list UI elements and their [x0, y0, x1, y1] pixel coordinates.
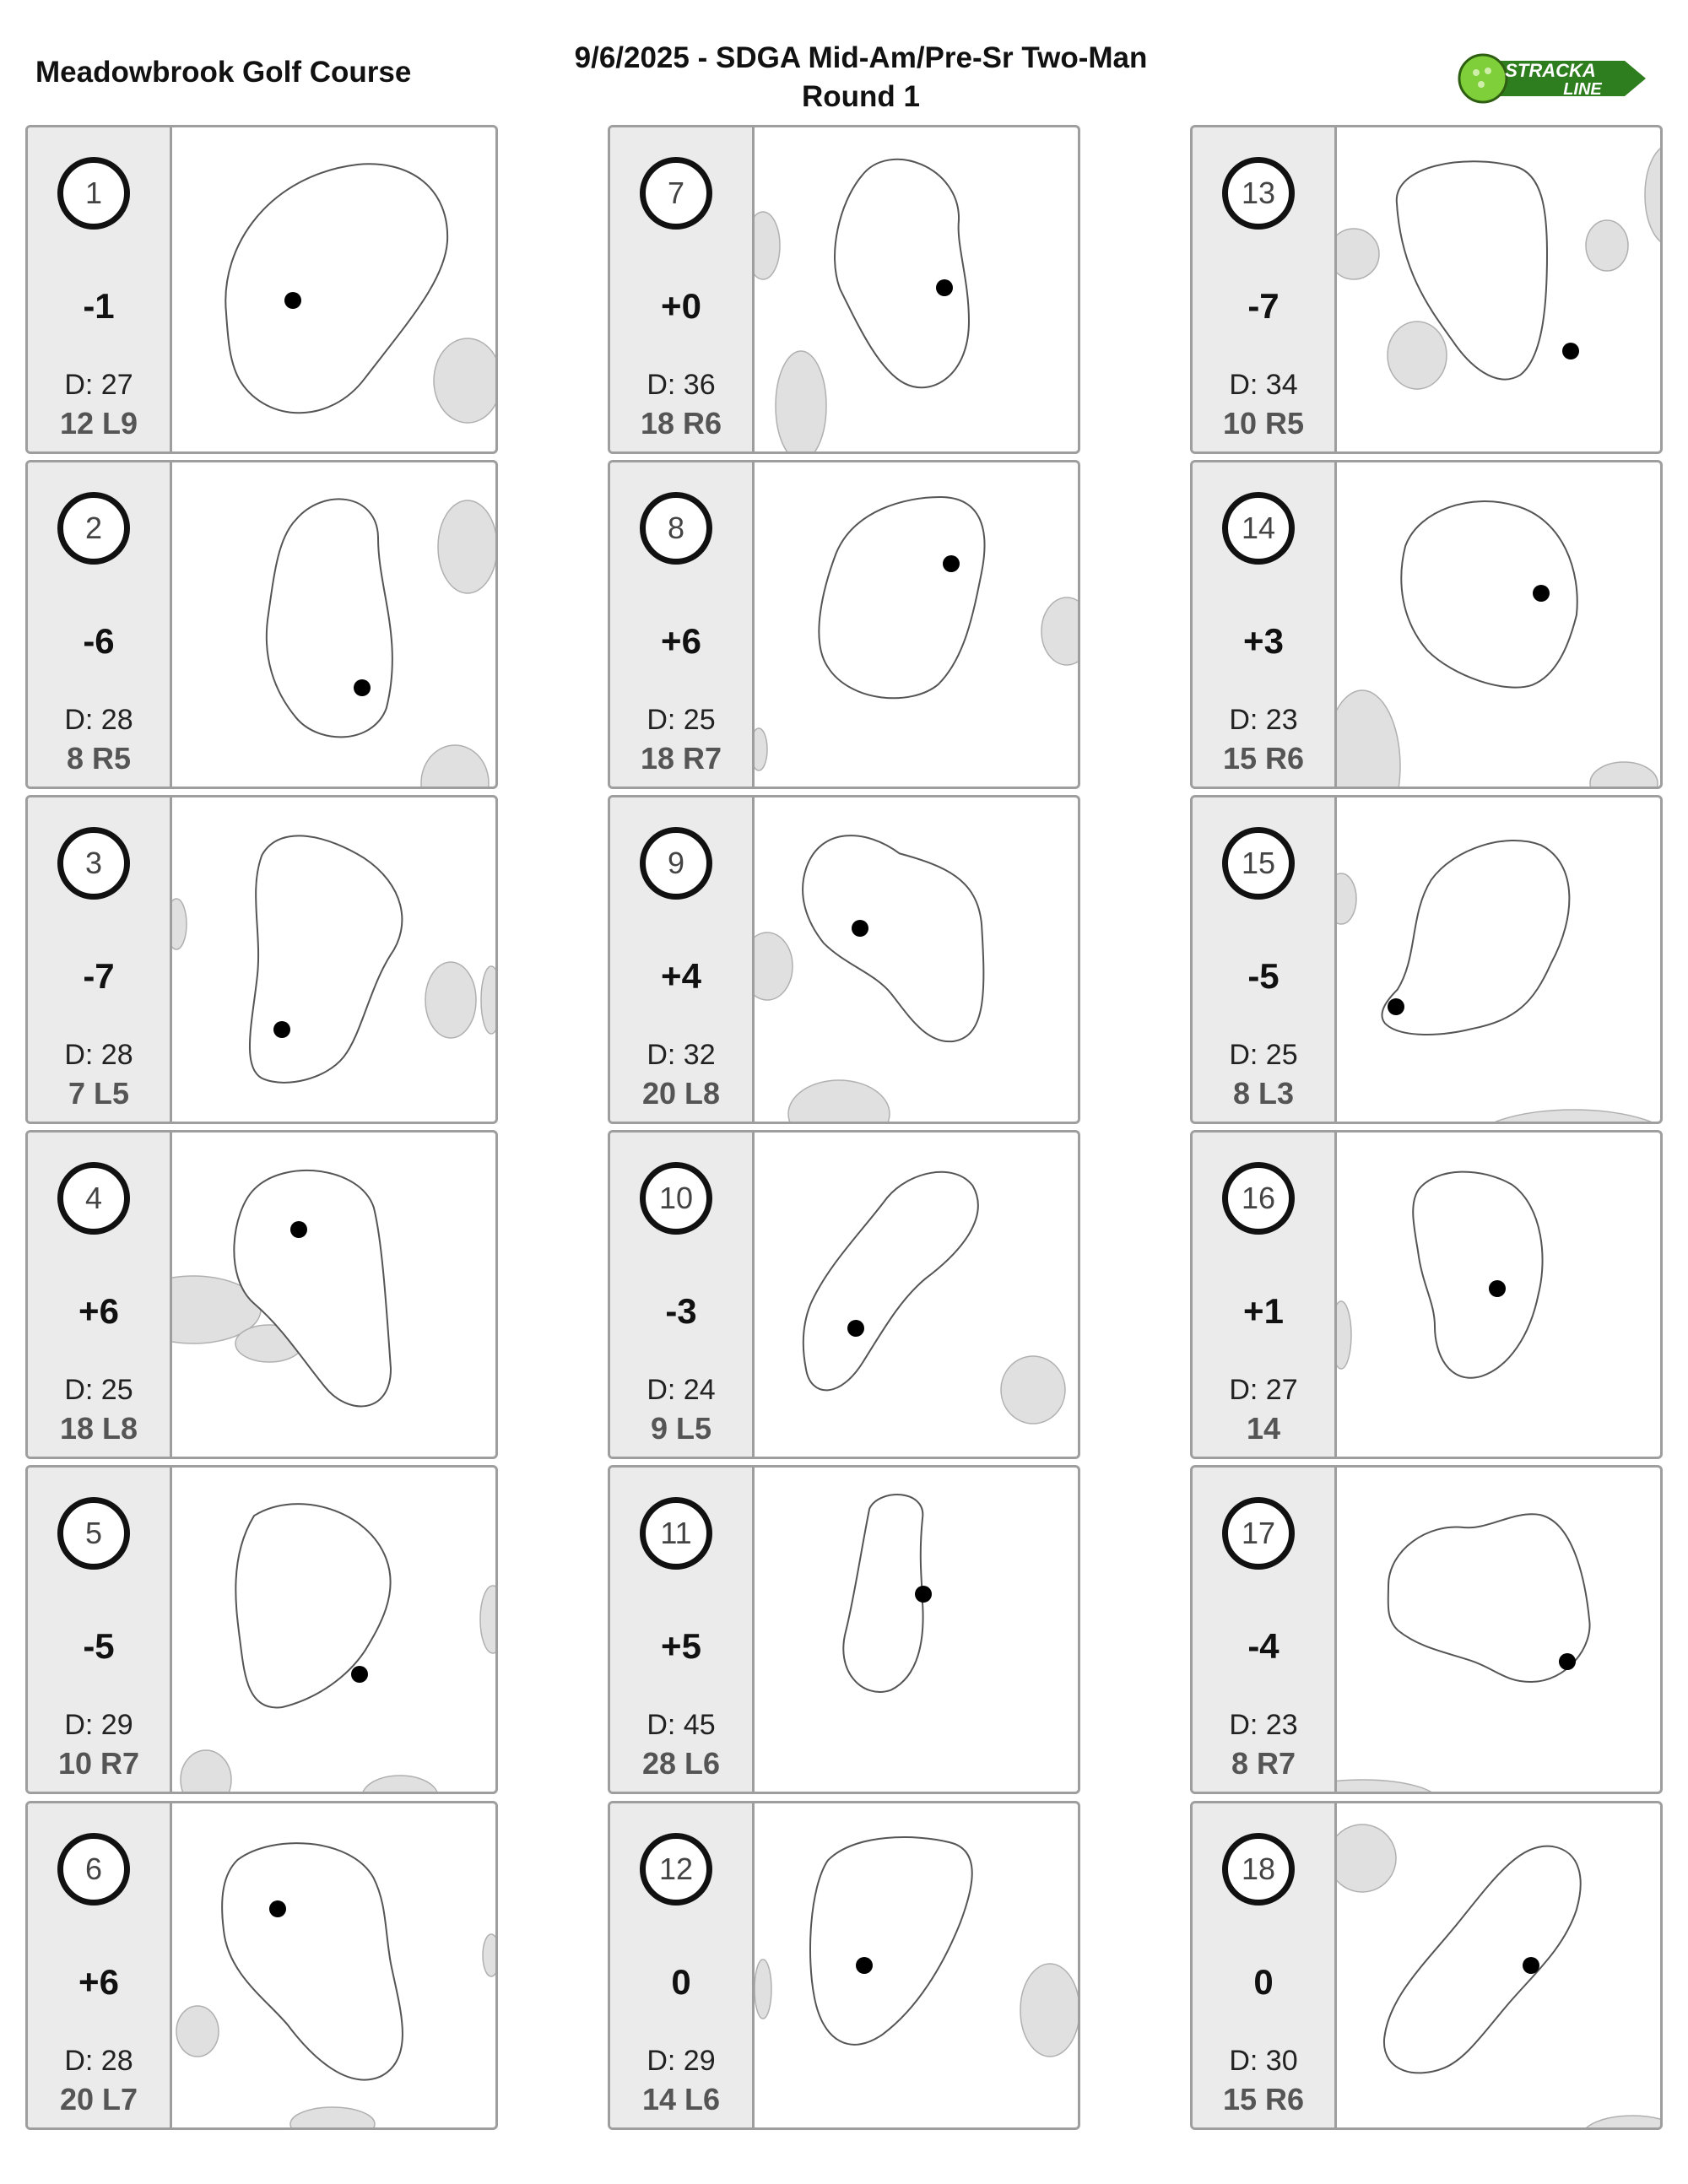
pin-marker [847, 1320, 864, 1337]
bunker [1388, 322, 1447, 389]
green-map [755, 1133, 1078, 1457]
pin-location: 18 R7 [640, 741, 722, 776]
pin-location: 8 L3 [1232, 1076, 1295, 1111]
hole-score: +5 [661, 1626, 701, 1666]
bunker [172, 899, 187, 949]
hole-info-panel [610, 462, 755, 787]
pin-location: 20 L7 [59, 2082, 138, 2116]
bunker [362, 1776, 438, 1792]
pin-marker [936, 279, 953, 296]
event-title-line1: 9/6/2025 - SDGA Mid-Am/Pre-Sr Two-Man [574, 41, 1148, 74]
bunker [1586, 220, 1628, 271]
hole-info-panel [28, 1133, 172, 1457]
pin-marker [1523, 1957, 1539, 1974]
pin-location: 9 L5 [650, 1411, 712, 1446]
pin-marker [1562, 343, 1579, 359]
green-shape [270, 502, 389, 733]
hole-distance: D: 23 [1229, 1709, 1298, 1741]
green-surface [229, 167, 444, 409]
stracka-line-logo [1456, 49, 1654, 108]
bunker [755, 1960, 771, 2019]
green-map [755, 797, 1078, 1122]
green-map [1337, 462, 1660, 787]
bunker [1337, 873, 1356, 924]
hole-info-panel [28, 1803, 172, 2127]
pin-location: 18 R6 [640, 406, 722, 441]
pin-marker [284, 292, 301, 309]
green-shape [838, 163, 966, 384]
bunker [1337, 1780, 1438, 1792]
pin-marker [290, 1221, 307, 1238]
green-map [1337, 1133, 1660, 1457]
hole-distance: D: 23 [1229, 704, 1298, 736]
hole-distance: D: 32 [647, 1039, 716, 1071]
hole-info-panel [610, 1803, 755, 2127]
bunker [1590, 762, 1658, 787]
green-surface [253, 839, 398, 1078]
green-shape [229, 167, 444, 409]
course-name: Meadowbrook Golf Course [35, 56, 412, 89]
pin-location: 18 L8 [59, 1411, 138, 1446]
green-shape [814, 1841, 969, 2041]
hole-card-11 [608, 1465, 1080, 1794]
pin-marker [354, 679, 371, 696]
bunker [290, 2107, 375, 2127]
hole-card-12 [608, 1801, 1080, 2130]
hole-card-6 [25, 1801, 498, 2130]
hole-card-5 [25, 1465, 498, 1794]
bunker [1337, 229, 1379, 279]
green-map [755, 1468, 1078, 1792]
green-shape [1416, 1176, 1539, 1375]
hole-score: +1 [1243, 1291, 1284, 1331]
pin-location: 14 L6 [641, 2082, 721, 2116]
hole-card-8 [608, 460, 1080, 789]
hole-info-panel [610, 127, 755, 451]
green-map [172, 1133, 495, 1457]
hole-info-panel [610, 1133, 755, 1457]
hole-info-panel [28, 462, 172, 787]
hole-distance: D: 28 [64, 2045, 133, 2077]
green-surface [1386, 844, 1566, 1031]
pin-location: 15 R6 [1222, 741, 1305, 776]
hole-number: 6 [57, 1833, 130, 1906]
hole-card-17 [1190, 1465, 1663, 1794]
hole-card-18 [1190, 1801, 1663, 2130]
green-shape [847, 1498, 919, 1689]
hole-score: -4 [1247, 1626, 1280, 1666]
hole-info-panel [28, 1468, 172, 1792]
hole-number: 14 [1222, 492, 1295, 565]
green-shape [1386, 844, 1566, 1031]
bunker [1337, 690, 1400, 787]
bunker [1645, 144, 1660, 246]
green-shape [806, 839, 980, 1038]
hole-score: -6 [83, 621, 115, 661]
pin-location: 20 L8 [641, 1076, 721, 1111]
green-surface [822, 500, 981, 695]
green-map [1337, 1803, 1660, 2127]
hole-card-15 [1190, 795, 1663, 1124]
bunker [480, 1586, 495, 1653]
bunker [421, 745, 489, 787]
logo-text-line: LINE [1563, 80, 1602, 99]
hole-info-panel [1193, 127, 1337, 451]
bunker [434, 338, 495, 423]
green-shape [237, 1174, 387, 1403]
hole-number: 16 [1222, 1162, 1295, 1235]
green-surface [1416, 1176, 1539, 1375]
pin-marker [852, 920, 868, 937]
green-map [172, 1803, 495, 2127]
hole-score: -7 [1247, 286, 1280, 326]
hole-score: +3 [1243, 621, 1284, 661]
hole-info-panel [610, 1468, 755, 1792]
hole-distance: D: 45 [647, 1709, 716, 1741]
hole-distance: D: 28 [64, 704, 133, 736]
hole-info-panel [28, 797, 172, 1122]
hole-score: 0 [1253, 1962, 1274, 2002]
bunker [181, 1750, 231, 1792]
bunker [481, 966, 495, 1034]
pin-location: 8 R7 [1231, 1746, 1296, 1781]
hole-number: 12 [640, 1833, 712, 1906]
green-surface [806, 839, 980, 1038]
hole-info-panel [1193, 1133, 1337, 1457]
logo-ball-dimple [1478, 81, 1485, 88]
green-map [172, 797, 495, 1122]
green-surface [1392, 1517, 1587, 1679]
hole-number: 13 [1222, 157, 1295, 230]
hole-number: 7 [640, 157, 712, 230]
bunker [425, 962, 476, 1038]
hole-number: 3 [57, 827, 130, 900]
hole-card-7 [608, 125, 1080, 454]
hole-distance: D: 29 [647, 2045, 716, 2077]
bunker [788, 1080, 890, 1122]
event-title [540, 39, 1182, 116]
hole-card-3 [25, 795, 498, 1124]
pin-location: 28 L6 [641, 1746, 721, 1781]
green-shape [1388, 1850, 1577, 2070]
hole-card-1 [25, 125, 498, 454]
hole-distance: D: 29 [64, 1709, 133, 1741]
green-shape [1392, 1517, 1587, 1679]
hole-distance: D: 34 [1229, 369, 1298, 401]
bunker [755, 212, 780, 279]
hole-number: 10 [640, 1162, 712, 1235]
green-surface [847, 1498, 919, 1689]
bunker [1337, 1825, 1396, 1892]
hole-number: 9 [640, 827, 712, 900]
pin-marker [856, 1957, 873, 1974]
hole-card-16 [1190, 1130, 1663, 1459]
logo-text-stracka: STRACKA [1505, 60, 1596, 81]
hole-distance: D: 24 [647, 1374, 716, 1406]
hole-card-10 [608, 1130, 1080, 1459]
pin-location: 12 L9 [59, 406, 138, 441]
bunker [755, 728, 767, 770]
bunker [1337, 1301, 1351, 1369]
hole-number: 17 [1222, 1497, 1295, 1570]
bunker [1472, 1110, 1660, 1122]
pin-marker [1388, 998, 1404, 1015]
pin-location: 14 [1246, 1411, 1281, 1446]
pin-location: 7 L5 [68, 1076, 130, 1111]
bunker [1020, 1964, 1078, 2057]
hole-number: 5 [57, 1497, 130, 1570]
hole-number: 11 [640, 1497, 712, 1570]
hole-score: +6 [661, 621, 701, 661]
hole-number: 15 [1222, 827, 1295, 900]
hole-distance: D: 30 [1229, 2045, 1298, 2077]
hole-info-panel [610, 797, 755, 1122]
bunker [1041, 597, 1078, 665]
green-map [755, 127, 1078, 451]
pin-location: 15 R6 [1222, 2082, 1305, 2116]
pin-marker [915, 1586, 932, 1603]
pin-marker [1559, 1653, 1576, 1670]
hole-card-13 [1190, 125, 1663, 454]
hole-card-2 [25, 460, 498, 789]
green-map [755, 1803, 1078, 2127]
bunker [1001, 1356, 1065, 1424]
green-map [1337, 1468, 1660, 1792]
hole-score: -5 [83, 1626, 115, 1666]
green-surface [225, 1846, 399, 2076]
hole-card-14 [1190, 460, 1663, 789]
pin-location: 8 R5 [66, 741, 132, 776]
logo-golf-ball-icon [1459, 55, 1507, 102]
hole-card-9 [608, 795, 1080, 1124]
hole-distance: D: 27 [1229, 1374, 1298, 1406]
green-map [172, 1468, 495, 1792]
green-map [172, 127, 495, 451]
green-map [172, 462, 495, 787]
hole-info-panel [1193, 1468, 1337, 1792]
green-surface [270, 502, 389, 733]
green-shape [225, 1846, 399, 2076]
logo-ball-dimple [1473, 69, 1480, 76]
hole-info-panel [28, 127, 172, 451]
green-map [755, 462, 1078, 787]
green-surface [237, 1174, 387, 1403]
pin-marker [1489, 1280, 1506, 1297]
green-surface [838, 163, 966, 384]
pin-marker [1533, 585, 1550, 602]
hole-score: -3 [665, 1291, 697, 1331]
green-surface [807, 1176, 975, 1387]
hole-score: 0 [671, 1962, 691, 2002]
green-surface [814, 1841, 969, 2041]
hole-info-panel [1193, 797, 1337, 1122]
hole-info-panel [1193, 462, 1337, 787]
hole-score: -7 [83, 956, 115, 996]
hole-distance: D: 27 [64, 369, 133, 401]
pin-marker [943, 555, 960, 572]
pin-location: 10 R7 [57, 1746, 140, 1781]
hole-score: -1 [83, 286, 115, 326]
green-shape [253, 839, 398, 1078]
hole-number: 18 [1222, 1833, 1295, 1906]
pin-marker [269, 1900, 286, 1917]
green-shape [822, 500, 981, 695]
green-map [1337, 127, 1660, 451]
hole-score: +6 [78, 1962, 119, 2002]
hole-info-panel [1193, 1803, 1337, 2127]
hole-number: 4 [57, 1162, 130, 1235]
hole-distance: D: 25 [647, 704, 716, 736]
hole-number: 1 [57, 157, 130, 230]
logo-ball-dimple [1485, 68, 1491, 74]
hole-distance: D: 25 [64, 1374, 133, 1406]
hole-distance: D: 28 [64, 1039, 133, 1071]
bunker [776, 351, 826, 451]
bunker [755, 933, 793, 1000]
bunker [483, 1934, 495, 1976]
hole-number: 8 [640, 492, 712, 565]
hole-score: +4 [661, 956, 701, 996]
pin-marker [351, 1666, 368, 1683]
hole-score: +0 [661, 286, 701, 326]
green-map [1337, 797, 1660, 1122]
bunker [438, 500, 495, 593]
hole-number: 2 [57, 492, 130, 565]
hole-distance: D: 36 [647, 369, 716, 401]
event-round: Round 1 [802, 80, 920, 113]
pin-location: 10 R5 [1222, 406, 1305, 441]
pin-marker [273, 1021, 290, 1038]
hole-card-4 [25, 1130, 498, 1459]
bunker [176, 2006, 219, 2057]
hole-distance: D: 25 [1229, 1039, 1298, 1071]
hole-score: -5 [1247, 956, 1280, 996]
green-shape [807, 1176, 975, 1387]
bunker [1582, 2116, 1660, 2127]
hole-score: +6 [78, 1291, 119, 1331]
